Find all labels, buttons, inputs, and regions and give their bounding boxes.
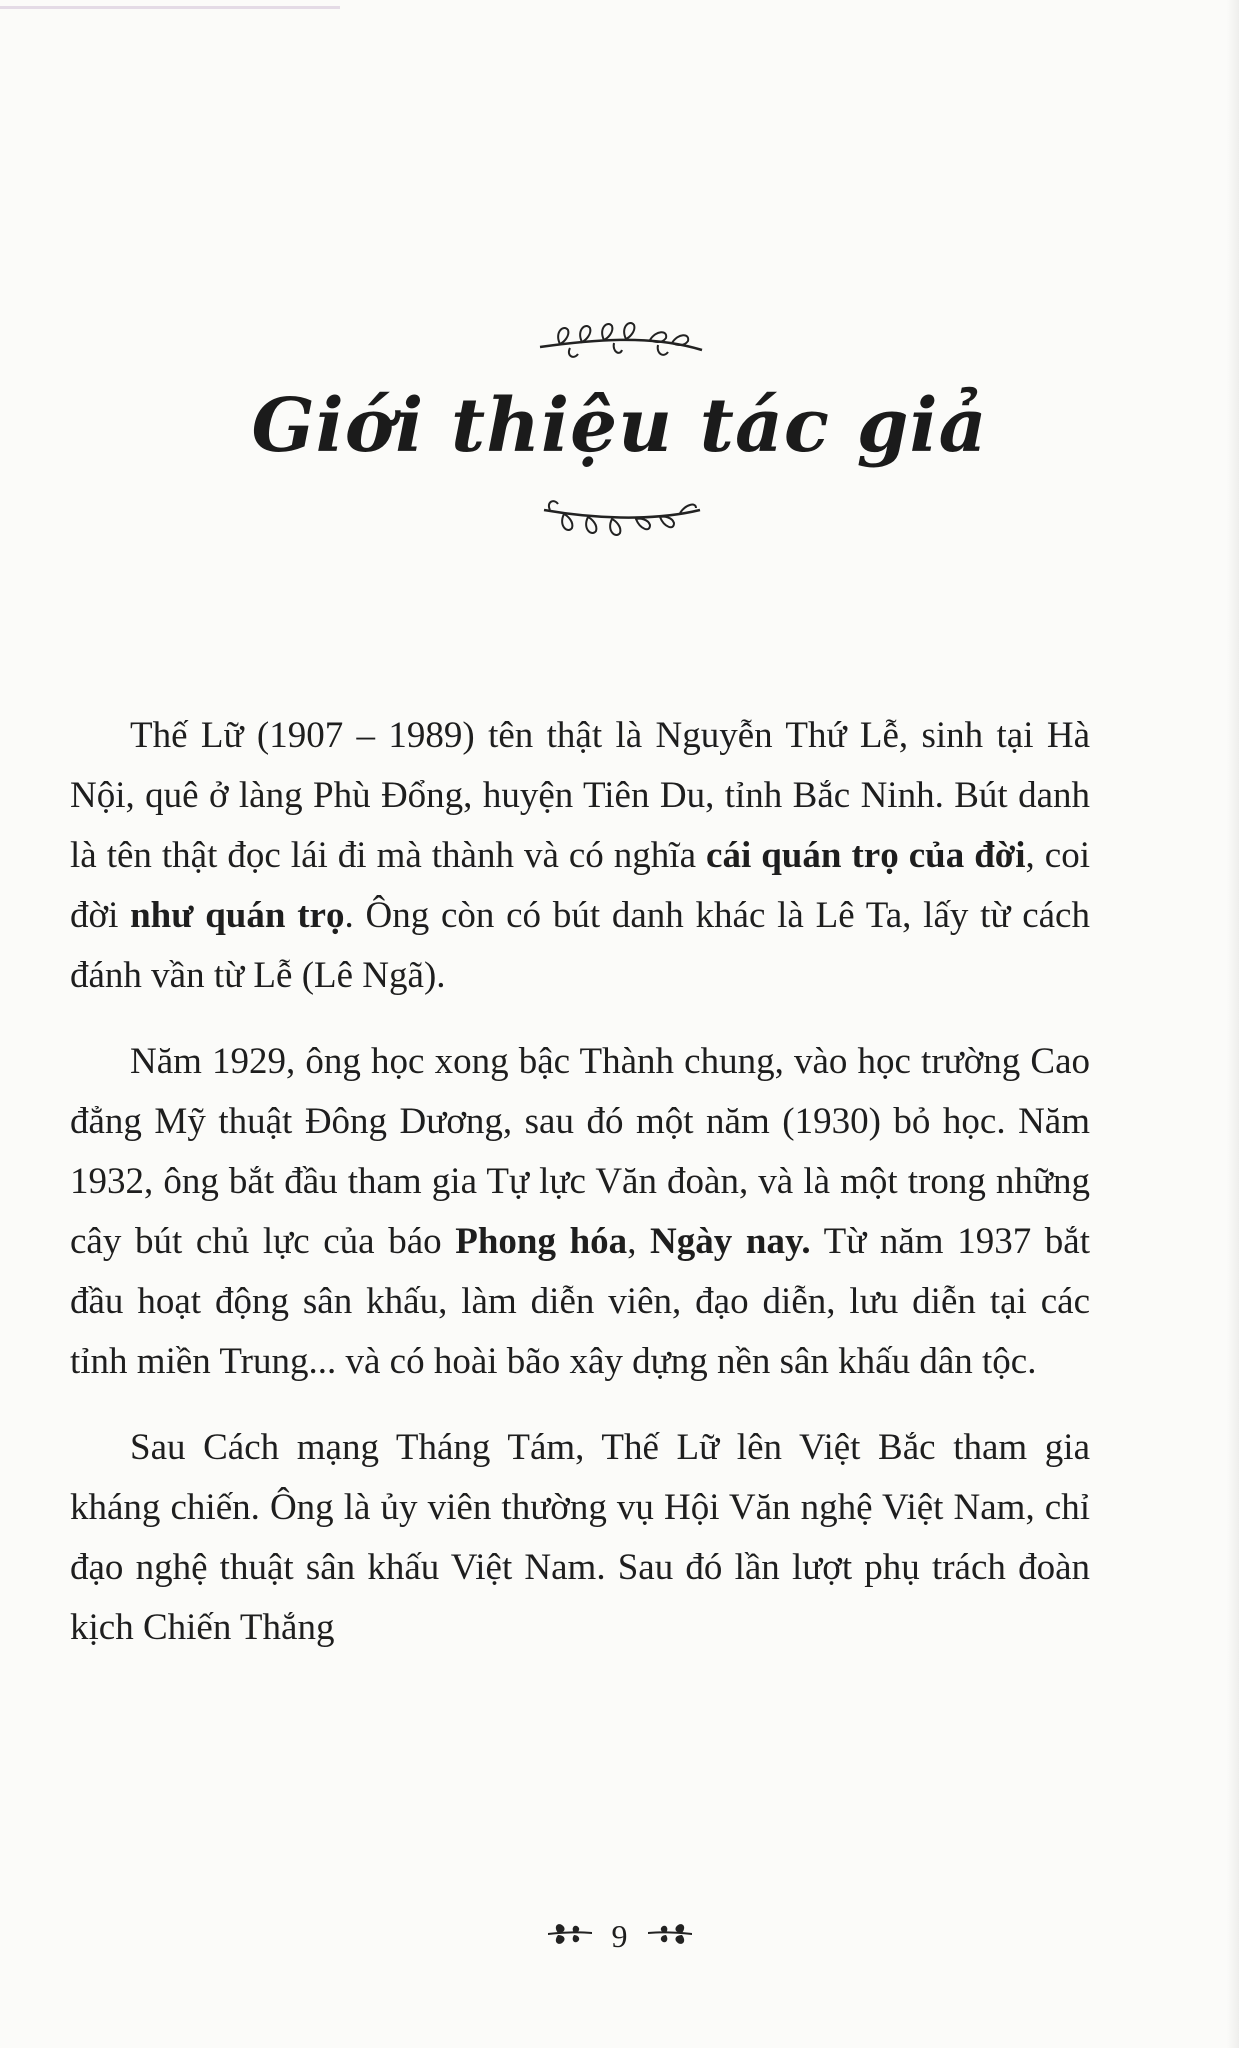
bold-phrase: Ngày nay.: [650, 1221, 811, 1262]
text-run: Từ năm 1937 bắt đầu hoạt động sân khấu, làm diễn viên, đạo diễn, lưu diễn tại các tỉnh miền Trung... và có hoài bão xây dựng nền sân khấu dân tộc.: [70, 1221, 1090, 1382]
left-leaf-icon: [544, 1916, 594, 1956]
right-leaf-icon: [646, 1916, 696, 1956]
bold-phrase: Phong hóa: [455, 1221, 628, 1262]
bold-phrase: như quán trọ: [130, 895, 345, 936]
body-text: [70, 706, 1090, 1684]
paragraph: [70, 1418, 1090, 1658]
text-run: Năm 1929, ông học xong bậc Thành chung, vào học trường Cao đẳng Mỹ thuật Đông Dương, sau đó một năm (1930) bỏ học. Năm 1932, ông bắt đầu tham gia Tự lực Văn đoàn, và là một trong những cây bút chủ lực của báo: [70, 1041, 1090, 1262]
bold-phrase: cái quán trọ của đời: [706, 835, 1026, 876]
text-run: . Ông còn có bút danh khác là Lê Ta, lấy từ cách đánh vần từ Lễ (Lê Ngã).: [70, 895, 1090, 996]
page-title: Giới thiệu tác giả: [251, 383, 988, 469]
text-run: Sau Cách mạng Tháng Tám, Thế Lữ lên Việt Bắc tham gia kháng chiến. Ông là ủy viên thường vụ Hội Văn nghệ Việt Nam, chỉ đạo nghệ thuật sân khấu Việt Nam. Sau đó lần lượt phụ trách đoàn kịch Chiến Thắng: [70, 1427, 1090, 1648]
page-edge-shadow: [1227, 0, 1239, 2048]
top-edge-line: [0, 6, 340, 9]
text-run: Thế Lữ (1907 – 1989) tên thật là Nguyễn Thứ Lễ, sinh tại Hà Nội, quê ở làng Phù Đổng, huyện Tiên Du, tỉnh Bắc Ninh. Bút danh là tên thật đọc lái đi mà thành và có nghĩa: [70, 715, 1090, 876]
paragraph: [70, 706, 1090, 1006]
page-footer: [0, 1912, 1239, 1956]
text-run: , coi đời: [70, 835, 1090, 936]
paragraph: [70, 1032, 1090, 1392]
text-run: ,: [627, 1221, 651, 1262]
page-number: 9: [611, 1917, 628, 1954]
top-leaf-ornament-icon: [0, 312, 1239, 367]
bottom-leaf-ornament-icon: [0, 492, 1239, 547]
